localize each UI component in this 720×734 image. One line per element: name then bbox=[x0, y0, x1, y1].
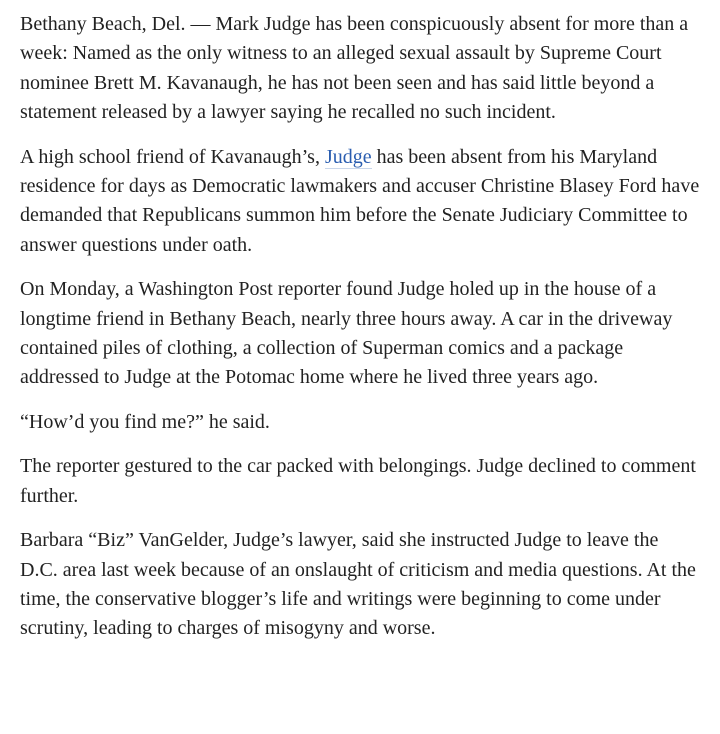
article-paragraph: “How’d you find me?” he said. bbox=[20, 410, 270, 433]
paragraph-text: A high school friend of Kavanaugh’s, bbox=[20, 145, 325, 168]
article-paragraph: On Monday, a Washington Post reporter found Judge holed up in the house of a longtime friend in Bethany Beach, nearly three hours away. A car in the driveway contained piles of clothing, a collection of Superman comics and a package addressed to Judge at the Potomac home where he lived three years ago. bbox=[20, 278, 673, 389]
article-paragraph: Bethany Beach, Del. — Mark Judge has been conspicuously absent for more than a week: Named as the only witness to an alleged sexual assault by Supreme Court nominee Brett M. Kavanaugh, he has not been seen and has said little beyond a statement released by a lawyer saying he recalled no such incident. bbox=[20, 13, 689, 124]
paragraph-text: has been absent from his Maryland residence for days as Democratic lawmakers and accuser Christine Blasey Ford have demanded that Republicans summon him before the Senate Judiciary Committee to answer questions under oath. bbox=[20, 145, 700, 256]
article-paragraph: Barbara “Biz” VanGelder, Judge’s lawyer, said she instructed Judge to leave the D.C. area last week because of an onslaught of criticism and media questions. At the time, the conservative blogger’s life and writings were beginning to come under scrutiny, leading to charges of misogyny and worse. bbox=[20, 529, 696, 640]
article-paragraph bbox=[20, 143, 700, 261]
article-paragraph: The reporter gestured to the car packed with belongings. Judge declined to comment further. bbox=[20, 455, 696, 507]
judge-link[interactable]: Judge bbox=[324, 145, 372, 168]
